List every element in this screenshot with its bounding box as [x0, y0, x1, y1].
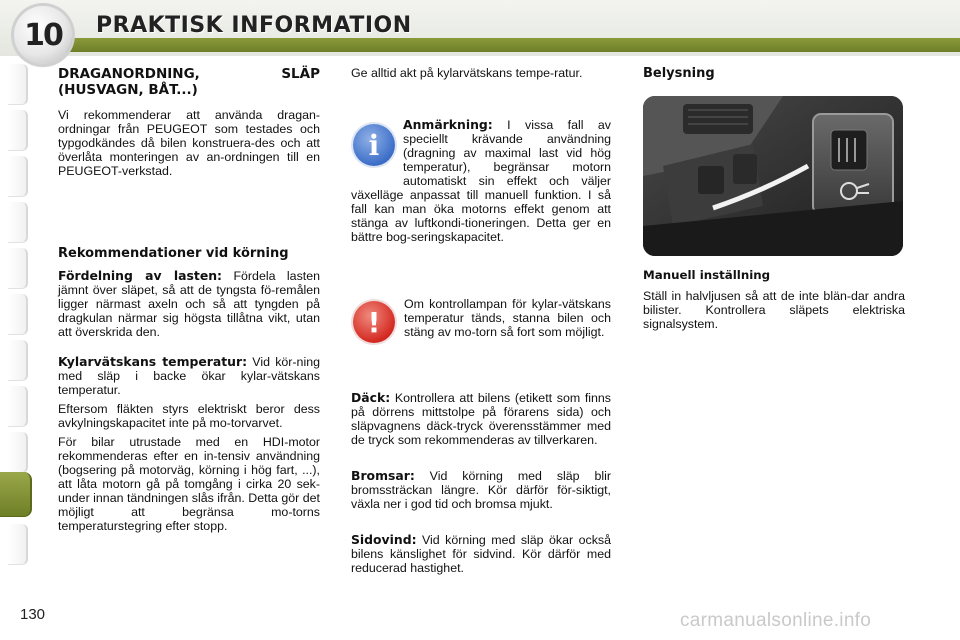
note-text: I vissa fall av speciellt krävande användning (dragning av maximal last vid hög temperatur), begränsar motorn automatiskt sin effekt och väljer växelläge anpassat till manuell funktion. I så fall kan man öka motorns effekt genom att stänga av luftkondi-tioneringen. Detta ger en bättre bog-seringskapacitet.	[351, 118, 611, 244]
header-accent-bar	[48, 38, 960, 52]
recommendations-heading: Rekommendationer vid körning	[58, 246, 289, 261]
load-text: Fördela lasten jämnt över släpet, så att de tyngsta fö-remålen ligger närmast axeln och så att tyngden på dragkulan närmar sig högsta tillåtna vikt, utan att överskrida den.	[58, 269, 320, 339]
watermark: carmanualsonline.info	[680, 610, 872, 631]
load-lead: Fördelning av lasten:	[58, 268, 223, 283]
driving-tips	[351, 391, 611, 575]
chapter-tab[interactable]	[8, 432, 28, 473]
section-heading-towing: DRAGANORDNING, SLÄP (HUSVAGN, BÅT...)	[58, 66, 320, 98]
note-lead: Anmärkning:	[403, 117, 493, 132]
lighting-heading: Belysning	[643, 66, 715, 81]
middle-column	[351, 66, 611, 80]
towing-intro: Vi rekommenderar att använda dragan-ordningar från PEUGEOT som testades och typgodkändes då bilen konstruera-des och att överlåta monteringen av an-ordningen till en PEUGEOT-verkstad.	[58, 108, 320, 178]
manual-text: Ställ in halvljusen så att de inte blän-dar andra bilister. Kontrollera släpets elektriska signalsystem.	[643, 289, 905, 331]
info-icon: i	[353, 124, 395, 166]
watch-temperature: Ge alltid akt på kylarvätskans tempe-ratur.	[351, 66, 583, 80]
chapter-tab[interactable]	[8, 110, 28, 151]
right-column	[643, 66, 905, 82]
page-number: 130	[20, 606, 46, 623]
note-paragraph	[351, 118, 611, 244]
headlamp-adjuster-illustration	[643, 96, 903, 256]
warning-text: Om kontrollampan för kylar-vätskans temperatur tänds, stanna bilen och stäng av mo-torn så fort som möjligt.	[404, 297, 611, 339]
left-column-recommendations	[58, 246, 320, 533]
coolant-text: Vid kör-ning med släp i backe ökar kylar-vätskans temperatur.	[58, 355, 320, 397]
page-header	[0, 0, 960, 56]
wind-text: Vid körning med släp ökar också bilens känslighet för sidvind. Kör därför med reducerad hastighet.	[351, 533, 611, 575]
chapter-tab-active[interactable]	[0, 472, 32, 517]
fan-paragraph: Eftersom fläkten styrs elektriskt beror dess avkylningskapacitet inte på mo-torvarvet.	[58, 402, 320, 430]
wind-paragraph	[351, 533, 611, 575]
headlamp-adjuster-photo	[643, 96, 903, 256]
brakes-lead: Bromsar:	[351, 468, 415, 483]
warning-icon: !	[353, 301, 395, 343]
hdi-paragraph: För bilar utrustade med en HDI-motor rekommenderas efter en in-tensiv användning (bogsering på motorväg, körning i hög fart, ...), att låta motorn gå på tomgång i cirka 20 sek-under innan tändningen slås ifrån. Detta gör det möjligt att begränsa mo-torns temperaturstegring efter stopp.	[58, 435, 320, 533]
left-column	[58, 66, 320, 178]
tyres-lead: Däck:	[351, 390, 391, 405]
chapter-tab[interactable]	[8, 524, 28, 565]
chapter-tab-strip	[0, 64, 30, 574]
chapter-tab[interactable]	[8, 156, 28, 197]
chapter-number: 10	[24, 17, 62, 53]
chapter-tab[interactable]	[8, 294, 28, 335]
brakes-paragraph	[351, 469, 611, 511]
tyres-paragraph	[351, 391, 611, 447]
tyres-text: Kontrollera att bilens (etikett som finns på dörrens mittstolpe på förarens sida) och släpvagnens däck-tryck överensstämmer med de tryck som rekommenderas av tillverkaren.	[351, 391, 611, 447]
note-block	[351, 118, 611, 244]
manual-adjustment	[643, 268, 905, 331]
wind-lead: Sidovind:	[351, 532, 417, 547]
chapter-tab[interactable]	[8, 64, 28, 105]
coolant-paragraph	[58, 355, 320, 397]
chapter-tab[interactable]	[8, 248, 28, 289]
chapter-badge	[14, 6, 72, 64]
chapter-tab[interactable]	[8, 202, 28, 243]
brakes-text: Vid körning med släp blir bromssträckan längre. Kör därför för-siktigt, växla ner i god tid och bromsa mjukt.	[351, 469, 611, 511]
load-paragraph	[58, 269, 320, 339]
chapter-tab[interactable]	[8, 340, 28, 381]
page-title: PRAKTISK INFORMATION	[96, 13, 412, 38]
manual-heading: Manuell inställning	[643, 268, 771, 282]
warning-block	[404, 297, 611, 339]
coolant-lead: Kylarvätskans temperatur:	[58, 354, 248, 369]
chapter-tab[interactable]	[8, 386, 28, 427]
